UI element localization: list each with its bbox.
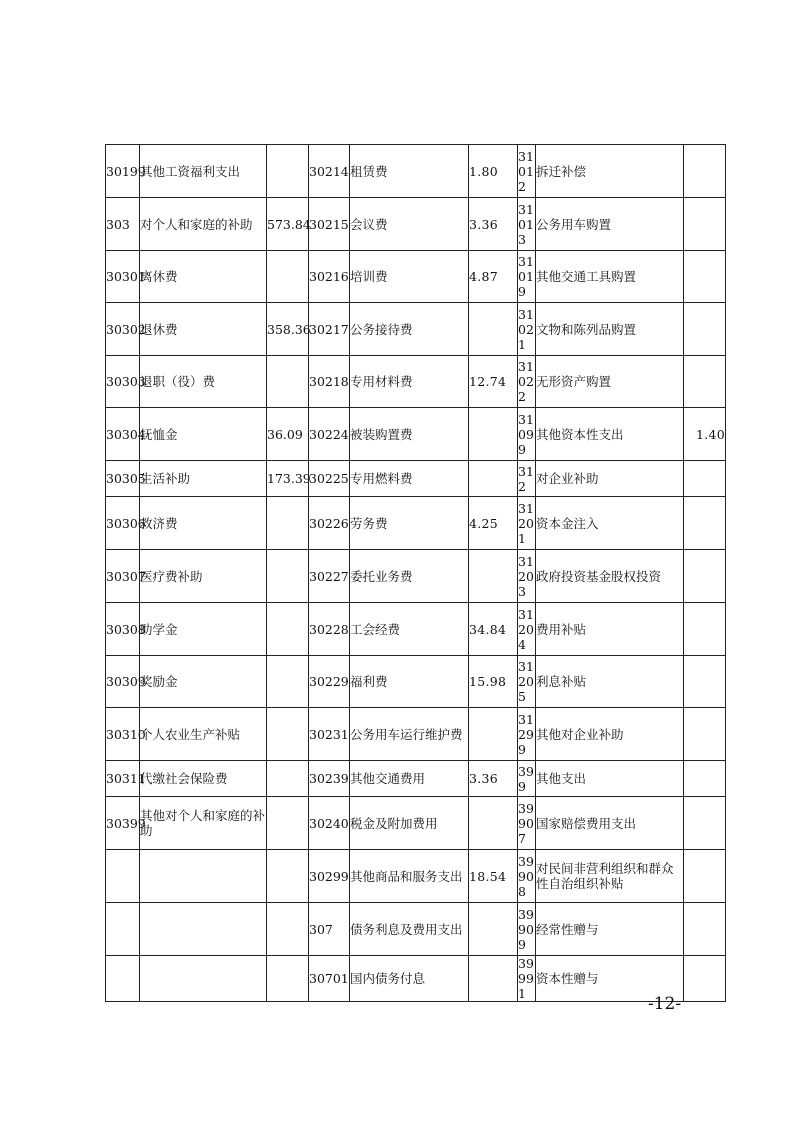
cell-col-5: 培训费 [350,251,469,303]
cell-col-6 [469,408,518,461]
cell-col-1: 30306 [106,497,140,550]
cell-col-1: 30305 [106,461,140,497]
cell-col-3 [267,708,309,761]
table-row [106,303,726,356]
cell-col-8: 无形资产购置 [536,356,684,408]
cell-col-6 [469,303,518,356]
cell-col-7: 39991 [518,956,534,1001]
table-row [106,656,726,708]
table-row [106,797,726,850]
cell-col-4: 30239 [309,761,350,797]
cell-col-8: 公务用车购置 [536,198,684,251]
cell-col-9 [684,903,726,956]
cell-col-9 [684,145,726,198]
cell-col-8: 利息补贴 [536,656,684,708]
cell-col-8: 国家赔偿费用支出 [536,797,684,850]
cell-col-4: 30217 [309,303,350,356]
cell-col-1: 30199 [106,145,140,198]
cell-col-4: 30224 [309,408,350,461]
cell-col-1 [106,956,140,1002]
table-row [106,761,726,797]
cell-col-2: 奖励金 [140,656,267,708]
cell-col-6: 18.54 [469,850,518,903]
cell-col-5: 劳务费 [350,497,469,550]
cell-col-5: 公务用车运行维护费 [350,708,469,761]
cell-col-3: 358.36 [267,303,309,356]
cell-col-8: 其他支出 [536,761,684,797]
cell-col-4: 30240 [309,797,350,850]
cell-col-4: 30214 [309,145,350,198]
cell-col-4: 30218 [309,356,350,408]
cell-col-9 [684,303,726,356]
cell-col-8: 费用补贴 [536,603,684,656]
cell-col-3 [267,850,309,903]
cell-col-8: 其他资本性支出 [536,408,684,461]
table-row [106,603,726,656]
cell-col-4: 30216 [309,251,350,303]
cell-col-8: 其他对企业补助 [536,708,684,761]
cell-col-9 [684,956,726,1002]
table-row [106,198,726,251]
table-row [106,145,726,198]
cell-col-9 [684,761,726,797]
cell-col-4: 30231 [309,708,350,761]
cell-col-1: 30309 [106,656,140,708]
cell-col-8: 经常性赠与 [536,903,684,956]
table-row [106,850,726,903]
cell-col-1: 30399 [106,797,140,850]
cell-col-2: 医疗费补助 [140,550,267,603]
cell-col-6 [469,797,518,850]
cell-col-1: 30302 [106,303,140,356]
cell-col-4: 30701 [309,956,350,1002]
cell-col-3: 573.84 [267,198,309,251]
cell-col-2: 退职（役）费 [140,356,267,408]
cell-col-5: 其他商品和服务支出 [350,850,469,903]
cell-col-7: 31021 [518,303,536,356]
cell-col-2: 其他对个人和家庭的补助 [140,797,267,850]
cell-col-2 [140,956,267,1002]
cell-col-9 [684,198,726,251]
cell-col-8: 对民间非营利组织和群众性自治组织补贴 [536,850,684,903]
cell-col-2: 助学金 [140,603,267,656]
cell-col-7: 31012 [518,145,536,198]
cell-col-5: 委托业务费 [350,550,469,603]
cell-col-4: 307 [309,903,350,956]
cell-col-1: 30308 [106,603,140,656]
cell-col-6: 3.36 [469,198,518,251]
cell-col-7: 31019 [518,251,536,303]
cell-col-1: 30307 [106,550,140,603]
cell-col-7: 31204 [518,603,536,656]
cell-col-4: 30225 [309,461,350,497]
cell-col-5: 税金及附加费用 [350,797,469,850]
cell-col-9 [684,603,726,656]
cell-col-4: 30226 [309,497,350,550]
cell-col-1 [106,850,140,903]
cell-col-3 [267,903,309,956]
cell-col-5: 专用材料费 [350,356,469,408]
table-body [106,145,726,1002]
cell-col-6 [469,708,518,761]
cell-col-1: 30304 [106,408,140,461]
cell-col-8: 其他交通工具购置 [536,251,684,303]
cell-col-1: 30310 [106,708,140,761]
cell-col-2: 离休费 [140,251,267,303]
budget-table [105,144,726,1002]
table-row [106,356,726,408]
cell-col-9 [684,251,726,303]
cell-col-7: 39908 [518,850,536,903]
cell-col-8: 文物和陈列品购置 [536,303,684,356]
cell-col-8: 政府投资基金股权投资 [536,550,684,603]
cell-col-2 [140,850,267,903]
cell-col-5: 其他交通费用 [350,761,469,797]
cell-col-8: 拆迁补偿 [536,145,684,198]
cell-col-3 [267,603,309,656]
cell-col-7: 312 [518,461,536,497]
cell-col-2: 抚恤金 [140,408,267,461]
table-row [106,251,726,303]
cell-col-9: 1.40 [684,408,726,461]
table-row [106,708,726,761]
cell-col-7: 39907 [518,797,536,850]
cell-col-9 [684,850,726,903]
table-row [106,461,726,497]
cell-col-7: 31099 [518,408,536,461]
cell-col-2: 生活补助 [140,461,267,497]
cell-col-3: 36.09 [267,408,309,461]
cell-col-3 [267,145,309,198]
cell-col-7: 31299 [518,708,536,761]
cell-col-6 [469,956,518,1002]
table-row [106,956,726,1002]
cell-col-3: 173.39 [267,461,309,497]
cell-col-9 [684,708,726,761]
cell-col-3 [267,761,309,797]
cell-col-4: 30229 [309,656,350,708]
cell-col-9 [684,497,726,550]
cell-col-3 [267,497,309,550]
cell-col-3 [267,797,309,850]
cell-col-4: 30227 [309,550,350,603]
table-row [106,550,726,603]
cell-col-2: 退休费 [140,303,267,356]
cell-col-6: 4.25 [469,497,518,550]
page-number: -12- [648,994,682,1014]
cell-col-3 [267,356,309,408]
cell-col-2: 救济费 [140,497,267,550]
cell-col-6: 4.87 [469,251,518,303]
cell-col-8: 资本金注入 [536,497,684,550]
cell-col-4: 30215 [309,198,350,251]
cell-col-6 [469,550,518,603]
cell-col-5: 福利费 [350,656,469,708]
cell-col-3 [267,656,309,708]
cell-col-8: 对企业补助 [536,461,684,497]
cell-col-5: 租赁费 [350,145,469,198]
cell-col-5: 被装购置费 [350,408,469,461]
cell-col-3 [267,956,309,1002]
cell-col-3 [267,251,309,303]
cell-col-7: 31022 [518,356,536,408]
cell-col-6: 34.84 [469,603,518,656]
cell-col-5: 会议费 [350,198,469,251]
cell-col-9 [684,461,726,497]
cell-col-1: 30311 [106,761,140,797]
cell-col-2 [140,903,267,956]
cell-col-1: 30303 [106,356,140,408]
cell-col-2: 代缴社会保险费 [140,761,267,797]
cell-col-6: 1.80 [469,145,518,198]
cell-col-7: 399 [518,761,536,797]
cell-col-7: 31201 [518,497,536,550]
cell-col-9 [684,550,726,603]
table-row [106,903,726,956]
cell-col-1: 303 [106,198,140,251]
cell-col-4: 30299 [309,850,350,903]
cell-col-5: 国内债务付息 [350,956,469,1002]
cell-col-1 [106,903,140,956]
cell-col-9 [684,656,726,708]
cell-col-7: 31205 [518,656,536,708]
cell-col-2: 个人农业生产补贴 [140,708,267,761]
cell-col-2: 其他工资福利支出 [140,145,267,198]
table-row [106,497,726,550]
cell-col-6 [469,903,518,956]
cell-col-4: 30228 [309,603,350,656]
cell-col-5: 公务接待费 [350,303,469,356]
cell-col-9 [684,797,726,850]
cell-col-8: 资本性赠与 [536,956,684,1002]
cell-col-7: 31013 [518,198,536,251]
cell-col-6: 12.74 [469,356,518,408]
table-row [106,408,726,461]
cell-col-1: 30301 [106,251,140,303]
cell-col-3 [267,550,309,603]
cell-col-7: 39909 [518,903,536,956]
cell-col-2: 对个人和家庭的补助 [140,198,267,251]
cell-col-5: 债务利息及费用支出 [350,903,469,956]
cell-col-5: 工会经费 [350,603,469,656]
cell-col-5: 专用燃料费 [350,461,469,497]
cell-col-9 [684,356,726,408]
cell-col-6: 3.36 [469,761,518,797]
cell-col-6: 15.98 [469,656,518,708]
cell-col-6 [469,461,518,497]
cell-col-7: 31203 [518,550,536,603]
